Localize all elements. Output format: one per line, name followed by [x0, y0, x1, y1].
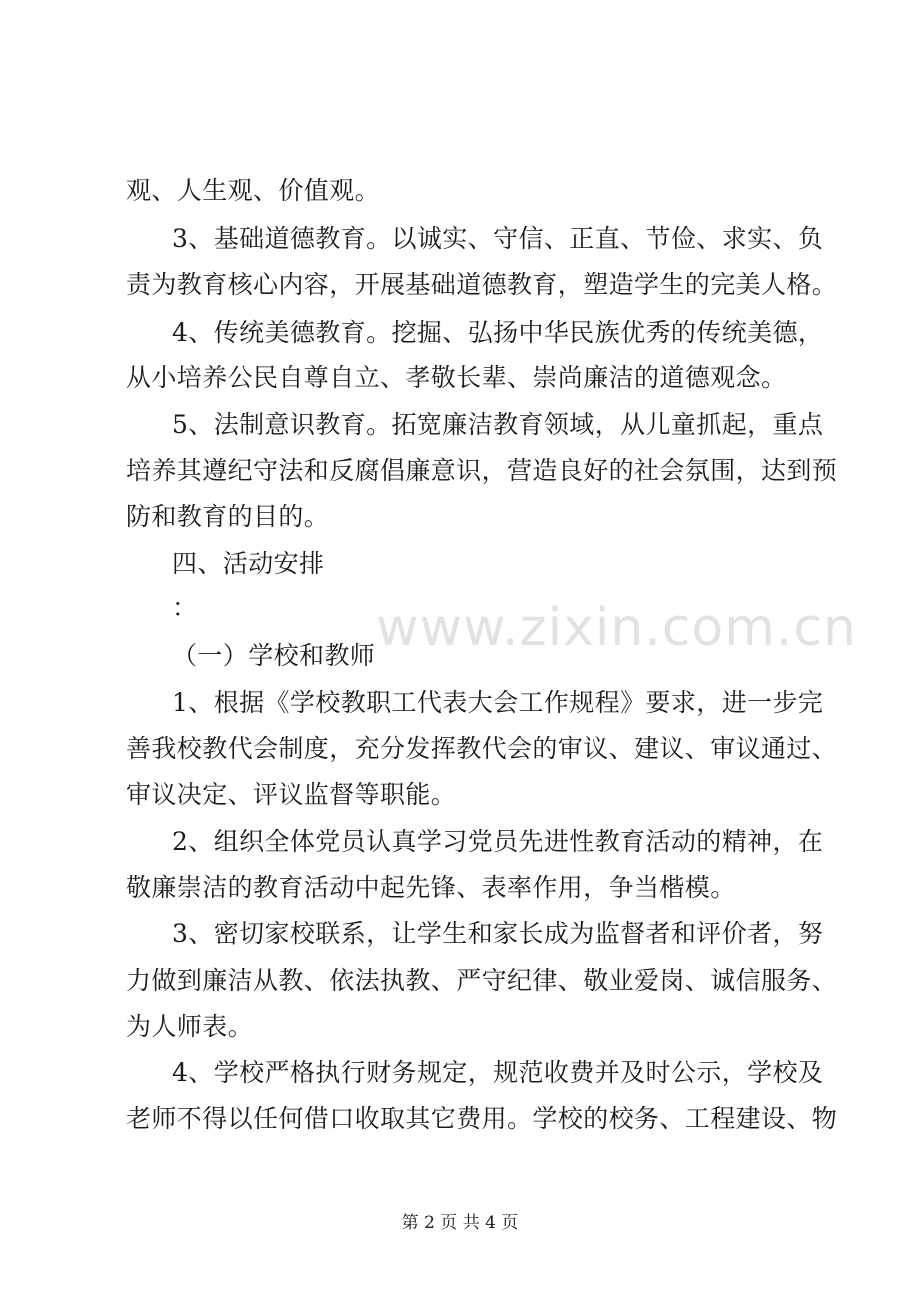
paragraph-line: 4、传统美德教育。挖掘、弘扬中华民族优秀的传统美德， — [172, 318, 824, 347]
watermark: www.zixin.com.cn — [376, 598, 857, 658]
paragraph-line: 力做到廉洁从教、依法执教、严守纪律、敬业爱岗、诚信服务、 — [126, 966, 838, 995]
paragraph-line: 善我校教代会制度，充分发挥教代会的审议、建议、审议通过、 — [126, 734, 838, 763]
section-heading: 四、活动安排 — [172, 549, 325, 578]
paragraph-line: 培养其遵纪守法和反腐倡廉意识，营造良好的社会氛围，达到预 — [126, 456, 838, 485]
paragraph-line: 为人师表。 — [126, 1012, 254, 1041]
paragraph-line: 3、密切家校联系，让学生和家长成为监督者和评价者，努 — [172, 919, 824, 948]
paragraph-line: 审议决定、评议监督等职能。 — [126, 780, 457, 809]
colon-mark: ： — [172, 593, 198, 622]
paragraph-line: 1、根据《学校教职工代表大会工作规程》要求，进一步完 — [172, 688, 824, 717]
paragraph-line: 2、组织全体党员认真学习党员先进性教育活动的精神，在 — [172, 827, 824, 856]
paragraph-line: 责为教育核心内容，开展基础道德教育，塑造学生的完美人格。 — [126, 270, 838, 299]
subsection-heading: （一）学校和教师 — [172, 641, 376, 670]
paragraph-line: 敬廉崇洁的教育活动中起先锋、表率作用，争当楷模。 — [126, 873, 736, 902]
paragraph-line: 防和教育的目的。 — [126, 502, 330, 531]
page-footer: 第 2 页 共 4 页 — [401, 1213, 519, 1233]
paragraph-line: 3、基础道德教育。以诚实、守信、正直、节俭、求实、负 — [172, 224, 824, 253]
paragraph-line: 从小培养公民自尊自立、孝敬长辈、崇尚廉洁的道德观念。 — [126, 363, 787, 392]
paragraph-line: 观、人生观、价值观。 — [126, 176, 381, 205]
paragraph-line: 4、学校严格执行财务规定，规范收费并及时公示，学校及 — [172, 1058, 824, 1087]
paragraph-line: 5、法制意识教育。拓宽廉洁教育领域，从儿童抓起，重点 — [172, 410, 824, 439]
paragraph-line: 老师不得以任何借口收取其它费用。学校的校务、工程建设、物 — [126, 1104, 838, 1133]
